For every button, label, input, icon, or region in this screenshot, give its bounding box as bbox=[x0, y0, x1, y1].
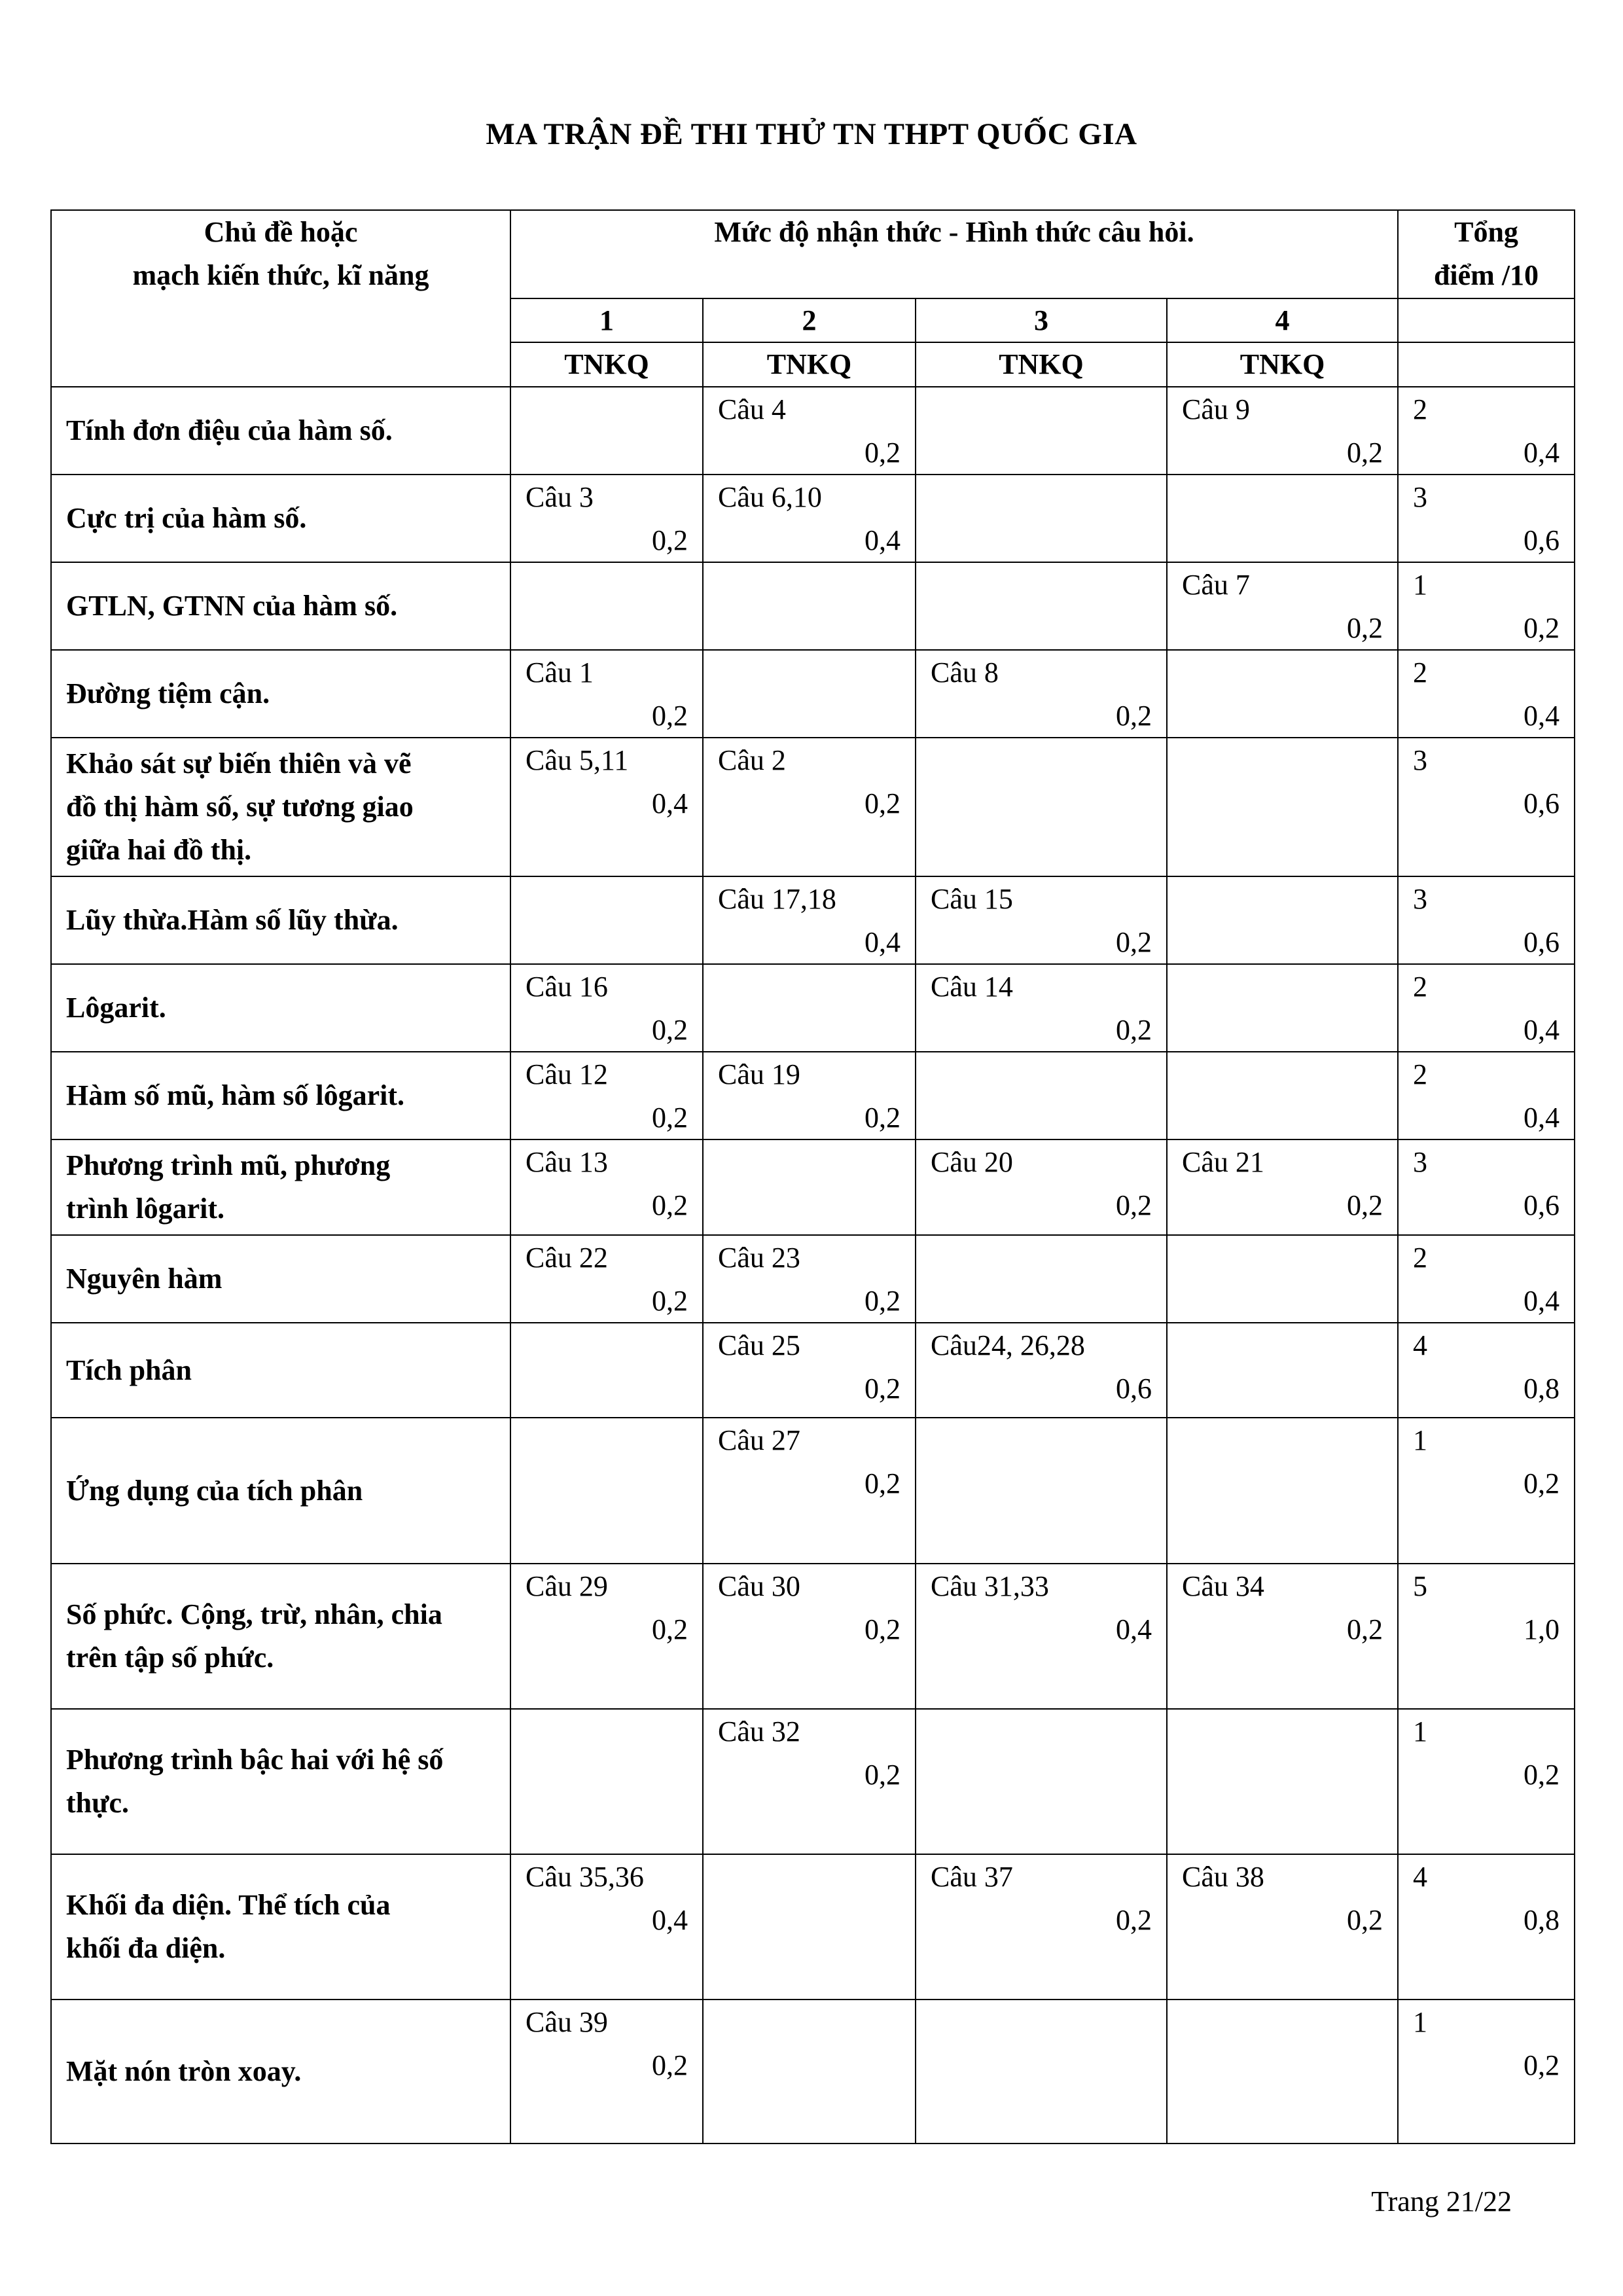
topic-line: thực. bbox=[66, 1787, 130, 1819]
score-value: 0,2 bbox=[1347, 1189, 1383, 1221]
topic-line: Cực trị của hàm số. bbox=[66, 502, 307, 534]
score-value: 0,2 bbox=[1116, 1189, 1152, 1221]
total-cell bbox=[1398, 475, 1575, 562]
level-cell bbox=[510, 387, 703, 475]
score-value: 0,2 bbox=[652, 1613, 688, 1645]
score-value: 0,2 bbox=[865, 437, 901, 469]
total-cell bbox=[1398, 1709, 1575, 1854]
level-cell bbox=[916, 1709, 1167, 1854]
total-score: 0,4 bbox=[1524, 437, 1560, 469]
topic-cell bbox=[51, 475, 510, 562]
total-score: 0,6 bbox=[1524, 524, 1560, 556]
total-format-blank bbox=[1398, 342, 1575, 387]
score-value: 0,4 bbox=[652, 787, 688, 819]
total-score: 1,0 bbox=[1524, 1613, 1560, 1645]
score-value: 0,2 bbox=[865, 1285, 901, 1317]
question-ref: Câu 32 bbox=[718, 1715, 800, 1748]
score-value: 0,4 bbox=[865, 926, 901, 958]
table-row bbox=[51, 562, 1575, 650]
topic-line: Nguyên hàm bbox=[66, 1263, 223, 1295]
total-level-blank bbox=[1398, 298, 1575, 342]
total-score: 0,4 bbox=[1524, 1102, 1560, 1134]
table-row bbox=[51, 1564, 1575, 1709]
score-value: 0,2 bbox=[1347, 1613, 1383, 1645]
level-cell bbox=[703, 1854, 916, 2000]
level-cell bbox=[703, 387, 916, 475]
format-header: TNKQ bbox=[703, 342, 916, 387]
score-value: 0,2 bbox=[1347, 437, 1383, 469]
score-value: 0,4 bbox=[865, 524, 901, 556]
total-score: 0,8 bbox=[1524, 1904, 1560, 1936]
topic-line: Khối đa diện. Thể tích của bbox=[66, 1889, 391, 1921]
question-ref: Câu 9 bbox=[1182, 393, 1250, 425]
level-cell bbox=[1167, 1418, 1398, 1564]
level-cell bbox=[1167, 876, 1398, 964]
level-cell bbox=[916, 876, 1167, 964]
table-row bbox=[51, 387, 1575, 475]
level-cell bbox=[703, 1139, 916, 1235]
level-cell bbox=[916, 1323, 1167, 1418]
document-title: MA TRẬN ĐỀ THI THỬ TN THPT QUỐC GIA bbox=[486, 117, 1137, 151]
question-ref: Câu 1 bbox=[526, 656, 594, 689]
topic-column-header bbox=[51, 210, 510, 387]
question-ref: Câu 12 bbox=[526, 1058, 608, 1090]
question-count: 1 bbox=[1413, 569, 1428, 601]
format-header: TNKQ bbox=[916, 342, 1167, 387]
total-cell bbox=[1398, 1139, 1575, 1235]
page-number: Trang 21/22 bbox=[1371, 2185, 1512, 2217]
level-header: 3 bbox=[916, 298, 1167, 342]
total-header-line: điểm /10 bbox=[1433, 259, 1539, 291]
level-cell bbox=[916, 1052, 1167, 1139]
topic-line: Ứng dụng của tích phân bbox=[66, 1474, 363, 1507]
total-cell bbox=[1398, 1564, 1575, 1709]
level-cell bbox=[916, 650, 1167, 738]
total-score: 0,4 bbox=[1524, 1285, 1560, 1317]
question-count: 3 bbox=[1413, 744, 1428, 776]
level-cell bbox=[703, 475, 916, 562]
level-header: 1 bbox=[510, 298, 703, 342]
level-cell bbox=[1167, 2000, 1398, 2144]
level-cell bbox=[510, 475, 703, 562]
level-cell bbox=[703, 650, 916, 738]
level-cell bbox=[1167, 1564, 1398, 1709]
question-ref: Câu 27 bbox=[718, 1424, 800, 1456]
question-count: 3 bbox=[1413, 481, 1428, 513]
level-cell bbox=[703, 1709, 916, 1854]
score-value: 0,2 bbox=[1116, 1904, 1152, 1936]
score-value: 0,2 bbox=[865, 1467, 901, 1499]
question-ref: Câu 25 bbox=[718, 1329, 800, 1361]
level-cell bbox=[916, 738, 1167, 876]
level-cell bbox=[510, 1052, 703, 1139]
level-cell bbox=[703, 964, 916, 1052]
total-cell bbox=[1398, 1418, 1575, 1564]
score-value: 0,2 bbox=[652, 524, 688, 556]
format-header: TNKQ bbox=[1167, 342, 1398, 387]
question-ref: Câu 29 bbox=[526, 1570, 608, 1602]
topic-header-line: Chủ đề hoặc bbox=[204, 216, 358, 248]
score-value: 0,2 bbox=[865, 1372, 901, 1405]
level-cell bbox=[510, 1564, 703, 1709]
question-ref: Câu 7 bbox=[1182, 569, 1250, 601]
level-cell bbox=[510, 1323, 703, 1418]
question-count: 2 bbox=[1413, 656, 1428, 689]
table-row bbox=[51, 2000, 1575, 2144]
score-value: 0,2 bbox=[652, 1285, 688, 1317]
score-value: 0,2 bbox=[1347, 612, 1383, 644]
topic-line: giữa hai đồ thị. bbox=[66, 834, 252, 866]
question-ref: Câu24, 26,28 bbox=[931, 1329, 1085, 1361]
total-cell bbox=[1398, 738, 1575, 876]
topic-line: đồ thị hàm số, sự tương giao bbox=[66, 791, 414, 823]
topic-header-line: mạch kiến thức, kĩ năng bbox=[132, 259, 429, 291]
total-cell bbox=[1398, 1854, 1575, 2000]
level-cell bbox=[1167, 1235, 1398, 1323]
level-cell bbox=[1167, 1854, 1398, 2000]
topic-line: trên tập số phức. bbox=[66, 1641, 274, 1674]
total-cell bbox=[1398, 2000, 1575, 2144]
table-row bbox=[51, 1709, 1575, 1854]
table-row bbox=[51, 1139, 1575, 1235]
level-cell bbox=[703, 1564, 916, 1709]
level-cell bbox=[916, 964, 1167, 1052]
topic-cell bbox=[51, 1854, 510, 2000]
level-cell bbox=[510, 2000, 703, 2144]
topic-cell bbox=[51, 1323, 510, 1418]
level-cell bbox=[916, 1235, 1167, 1323]
total-score: 0,2 bbox=[1524, 2049, 1560, 2081]
topic-cell bbox=[51, 1052, 510, 1139]
topic-line: GTLN, GTNN của hàm số. bbox=[66, 590, 398, 622]
topic-line: Phương trình bậc hai với hệ số bbox=[66, 1744, 444, 1776]
topic-cell bbox=[51, 876, 510, 964]
score-value: 0,2 bbox=[865, 787, 901, 819]
levels-header: Mức độ nhận thức - Hình thức câu hỏi. bbox=[510, 210, 1398, 298]
total-cell bbox=[1398, 876, 1575, 964]
level-cell bbox=[510, 1418, 703, 1564]
score-value: 0,2 bbox=[1347, 1904, 1383, 1936]
question-ref: Câu 20 bbox=[931, 1146, 1013, 1178]
question-count: 4 bbox=[1413, 1861, 1428, 1893]
level-cell bbox=[1167, 1139, 1398, 1235]
question-ref: Câu 35,36 bbox=[526, 1861, 644, 1893]
topic-line: Lũy thừa.Hàm số lũy thừa. bbox=[66, 904, 399, 936]
question-count: 2 bbox=[1413, 1058, 1428, 1090]
total-cell bbox=[1398, 387, 1575, 475]
question-ref: Câu 22 bbox=[526, 1242, 608, 1274]
question-ref: Câu 4 bbox=[718, 393, 786, 425]
question-count: 5 bbox=[1413, 1570, 1428, 1602]
question-ref: Câu 5,11 bbox=[526, 744, 629, 776]
total-score: 0,6 bbox=[1524, 787, 1560, 819]
level-cell bbox=[703, 876, 916, 964]
question-count: 2 bbox=[1413, 1242, 1428, 1274]
level-cell bbox=[703, 1323, 916, 1418]
level-cell bbox=[1167, 964, 1398, 1052]
score-value: 0,2 bbox=[865, 1102, 901, 1134]
level-header: 2 bbox=[703, 298, 916, 342]
total-score: 0,2 bbox=[1524, 1467, 1560, 1499]
topic-line: khối đa diện. bbox=[66, 1932, 226, 1964]
question-count: 3 bbox=[1413, 1146, 1428, 1178]
level-cell bbox=[1167, 387, 1398, 475]
topic-line: Lôgarit. bbox=[66, 992, 166, 1024]
level-cell bbox=[510, 1854, 703, 2000]
total-cell bbox=[1398, 1323, 1575, 1418]
question-ref: Câu 15 bbox=[931, 883, 1013, 915]
topic-cell bbox=[51, 1139, 510, 1235]
question-ref: Câu 3 bbox=[526, 481, 594, 513]
question-ref: Câu 6,10 bbox=[718, 481, 822, 513]
question-ref: Câu 16 bbox=[526, 971, 608, 1003]
level-header: 4 bbox=[1167, 298, 1398, 342]
level-cell bbox=[510, 738, 703, 876]
total-score: 0,2 bbox=[1524, 1759, 1560, 1791]
topic-cell bbox=[51, 650, 510, 738]
total-cell bbox=[1398, 1052, 1575, 1139]
topic-line: trình lôgarit. bbox=[66, 1193, 224, 1225]
topic-cell bbox=[51, 964, 510, 1052]
question-ref: Câu 39 bbox=[526, 2006, 608, 2038]
question-ref: Câu 13 bbox=[526, 1146, 608, 1178]
level-cell bbox=[1167, 562, 1398, 650]
score-value: 0,2 bbox=[1116, 1014, 1152, 1046]
score-value: 0,2 bbox=[652, 1014, 688, 1046]
total-cell bbox=[1398, 964, 1575, 1052]
topic-cell bbox=[51, 1564, 510, 1709]
level-cell bbox=[510, 650, 703, 738]
question-count: 1 bbox=[1413, 1715, 1428, 1748]
level-cell bbox=[916, 1564, 1167, 1709]
level-cell bbox=[916, 1139, 1167, 1235]
level-cell bbox=[510, 1235, 703, 1323]
topic-line: Số phức. Cộng, trừ, nhân, chia bbox=[66, 1598, 442, 1630]
table-row bbox=[51, 1323, 1575, 1418]
topic-cell bbox=[51, 738, 510, 876]
question-count: 1 bbox=[1413, 2006, 1428, 2038]
topic-line: Hàm số mũ, hàm số lôgarit. bbox=[66, 1079, 404, 1111]
level-cell bbox=[703, 738, 916, 876]
total-header-line: Tổng bbox=[1454, 216, 1518, 248]
level-cell bbox=[1167, 475, 1398, 562]
score-value: 0,2 bbox=[1116, 926, 1152, 958]
level-cell bbox=[1167, 1052, 1398, 1139]
topic-cell bbox=[51, 562, 510, 650]
question-count: 2 bbox=[1413, 971, 1428, 1003]
question-ref: Câu 38 bbox=[1182, 1861, 1264, 1893]
format-header: TNKQ bbox=[510, 342, 703, 387]
level-cell bbox=[510, 1139, 703, 1235]
score-value: 0,4 bbox=[1116, 1613, 1152, 1645]
topic-cell bbox=[51, 1235, 510, 1323]
exam-matrix-table bbox=[50, 209, 1575, 2144]
question-ref: Câu 8 bbox=[931, 656, 999, 689]
question-ref: Câu 31,33 bbox=[931, 1570, 1049, 1602]
question-ref: Câu 14 bbox=[931, 971, 1013, 1003]
topic-line: Phương trình mũ, phương bbox=[66, 1149, 391, 1181]
topic-line: Mặt nón tròn xoay. bbox=[66, 2055, 302, 2087]
level-cell bbox=[1167, 650, 1398, 738]
question-ref: Câu 21 bbox=[1182, 1146, 1264, 1178]
table-row bbox=[51, 1235, 1575, 1323]
level-cell bbox=[916, 2000, 1167, 2144]
score-value: 0,2 bbox=[865, 1613, 901, 1645]
topic-cell bbox=[51, 1709, 510, 1854]
total-cell bbox=[1398, 562, 1575, 650]
level-cell bbox=[510, 1709, 703, 1854]
question-ref: Câu 23 bbox=[718, 1242, 800, 1274]
question-ref: Câu 2 bbox=[718, 744, 786, 776]
table-row bbox=[51, 1052, 1575, 1139]
level-cell bbox=[703, 2000, 916, 2144]
score-value: 0,6 bbox=[1116, 1372, 1152, 1405]
level-cell bbox=[1167, 738, 1398, 876]
level-cell bbox=[703, 1418, 916, 1564]
score-value: 0,2 bbox=[652, 1102, 688, 1134]
topic-line: Tính đơn điệu của hàm số. bbox=[66, 414, 393, 446]
total-score: 0,4 bbox=[1524, 700, 1560, 732]
level-cell bbox=[510, 964, 703, 1052]
question-ref: Câu 37 bbox=[931, 1861, 1013, 1893]
question-count: 3 bbox=[1413, 883, 1428, 915]
score-value: 0,2 bbox=[652, 700, 688, 732]
question-ref: Câu 34 bbox=[1182, 1570, 1264, 1602]
table-row bbox=[51, 738, 1575, 876]
level-cell bbox=[1167, 1323, 1398, 1418]
level-cell bbox=[916, 1854, 1167, 2000]
topic-cell bbox=[51, 387, 510, 475]
level-cell bbox=[916, 562, 1167, 650]
question-ref: Câu 30 bbox=[718, 1570, 800, 1602]
total-score: 0,6 bbox=[1524, 1189, 1560, 1221]
level-cell bbox=[510, 876, 703, 964]
total-score: 0,2 bbox=[1524, 612, 1560, 644]
question-ref: Câu 17,18 bbox=[718, 883, 836, 915]
score-value: 0,2 bbox=[1116, 700, 1152, 732]
total-column-header bbox=[1398, 210, 1575, 298]
total-cell bbox=[1398, 650, 1575, 738]
question-ref: Câu 19 bbox=[718, 1058, 800, 1090]
total-score: 0,4 bbox=[1524, 1014, 1560, 1046]
table-row bbox=[51, 650, 1575, 738]
question-count: 2 bbox=[1413, 393, 1428, 425]
level-cell bbox=[916, 387, 1167, 475]
topic-cell bbox=[51, 1418, 510, 1564]
table-row bbox=[51, 1418, 1575, 1564]
question-count: 4 bbox=[1413, 1329, 1428, 1361]
level-cell bbox=[703, 1052, 916, 1139]
table-row bbox=[51, 1854, 1575, 2000]
table-row bbox=[51, 876, 1575, 964]
topic-line: Khảo sát sự biến thiên và vẽ bbox=[66, 747, 412, 780]
score-value: 0,4 bbox=[652, 1904, 688, 1936]
level-cell bbox=[703, 1235, 916, 1323]
total-score: 0,8 bbox=[1524, 1372, 1560, 1405]
total-cell bbox=[1398, 1235, 1575, 1323]
table-row bbox=[51, 964, 1575, 1052]
score-value: 0,2 bbox=[652, 2049, 688, 2081]
score-value: 0,2 bbox=[652, 1189, 688, 1221]
topic-line: Đường tiệm cận. bbox=[66, 677, 270, 709]
table-row bbox=[51, 475, 1575, 562]
question-count: 1 bbox=[1413, 1424, 1428, 1456]
total-score: 0,6 bbox=[1524, 926, 1560, 958]
level-cell bbox=[916, 1418, 1167, 1564]
level-cell bbox=[1167, 1709, 1398, 1854]
level-cell bbox=[916, 475, 1167, 562]
topic-line: Tích phân bbox=[66, 1354, 192, 1386]
level-cell bbox=[703, 562, 916, 650]
score-value: 0,2 bbox=[865, 1759, 901, 1791]
level-cell bbox=[510, 562, 703, 650]
topic-cell bbox=[51, 2000, 510, 2144]
